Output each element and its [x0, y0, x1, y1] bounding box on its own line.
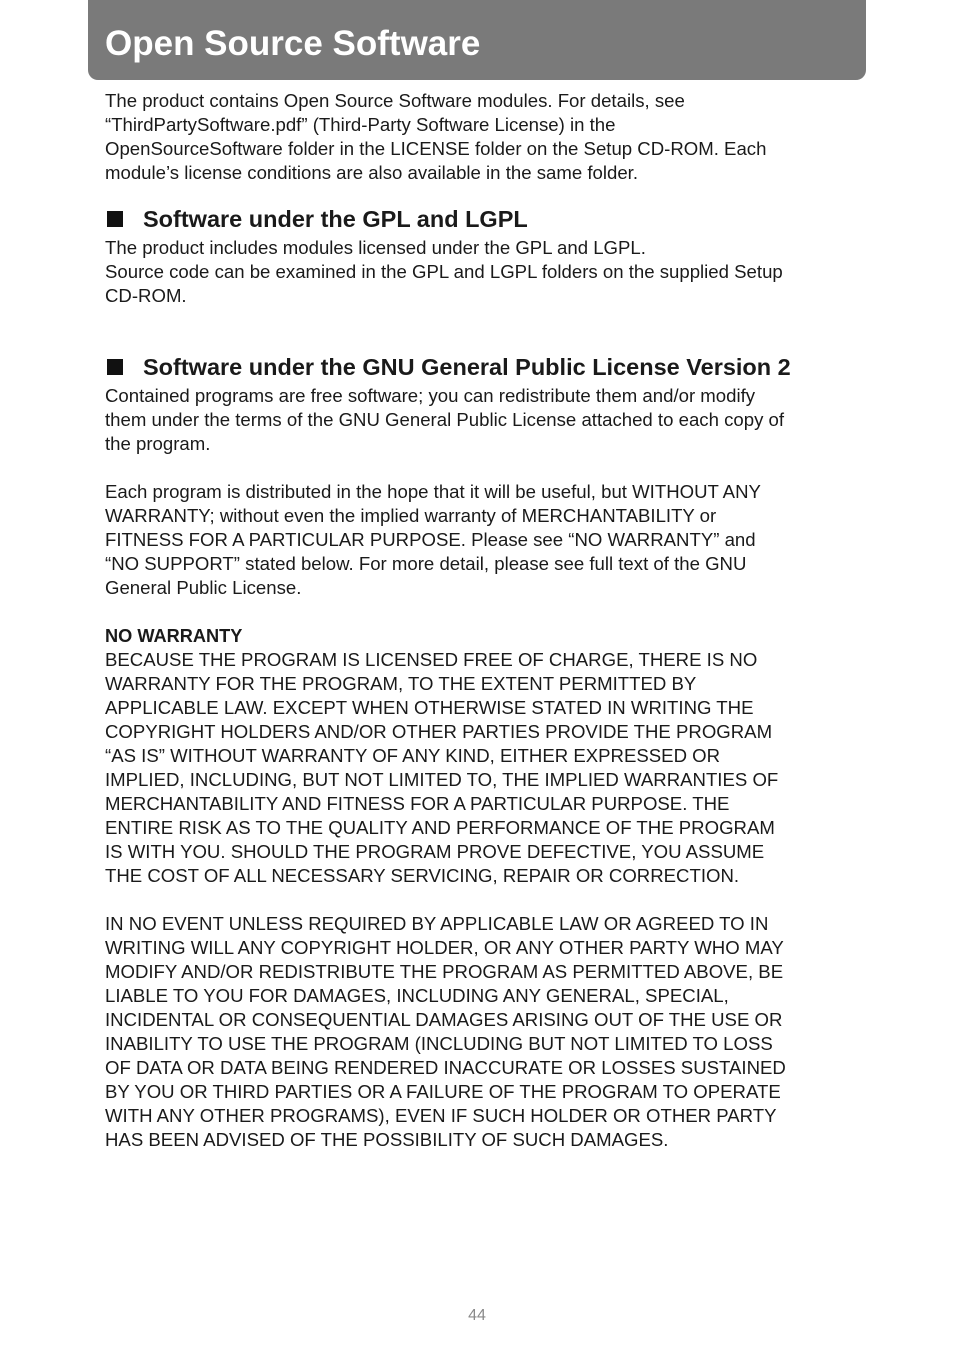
- no-warranty-text: BECAUSE THE PROGRAM IS LICENSED FREE OF CHARGE, THERE IS NO WARRANTY FOR THE PROGRAM, TO THE EXTENT PERMITTED BY APPLICABLE LAW. EXCEPT WHEN OTHERWISE STATED IN WRITING THE COPYRIGHT HOLDERS AND/OR OTHER PARTIES PROVIDE THE PROGRAM “AS IS” WITHOUT WARRANTY OF ANY KIND, EITHER EXPRESSED OR IMPLIED, INCLUDING, BUT NOT LIMITED TO, THE IMPLIED WARRANTIES OF MERCHANTABILITY AND FITNESS FOR A PARTICULAR PURPOSE. THE ENTIRE RISK AS TO THE QUALITY AND PERFORMANCE OF THE PROGRAM IS WITH YOU. SHOULD THE PROGRAM PROVE DEFECTIVE, YOU ASSUME THE COST OF ALL NECESSARY SERVICING, REPAIR OR CORRECTION.: [105, 649, 779, 886]
- section-heading-gnu-gpl-v2: [105, 352, 855, 382]
- intro-paragraph: The product contains Open Source Software modules. For details, see “ThirdPartySoftware.pdf” (Third-Party Software License) in the OpenSourceSoftware folder in the LICENSE folder on the Setup CD-ROM. Each module’s license conditions are also available in the same folder.: [105, 90, 767, 183]
- page-title-bar: [88, 0, 866, 80]
- black-square-icon: [107, 211, 123, 227]
- gnu-gpl-paragraph-1: Contained programs are free software; you can redistribute them and/or modify them under the terms of the GNU General Public License attached to each copy of the program.: [105, 385, 785, 454]
- no-warranty-heading: NO WARRANTY: [105, 626, 243, 646]
- page-number: 44: [468, 1307, 486, 1324]
- section-heading-gpl-lgpl-label: Software under the GPL and LGPL: [143, 206, 528, 232]
- section-heading-gpl-lgpl: [105, 204, 855, 234]
- page-content: [105, 89, 855, 1152]
- gpl-lgpl-paragraph: The product includes modules licensed under the GPL and LGPL. Source code can be examined in the GPL and LGPL folders on the supplied Setup CD-ROM.: [105, 237, 783, 306]
- liability-text: IN NO EVENT UNLESS REQUIRED BY APPLICABLE LAW OR AGREED TO IN WRITING WILL ANY COPYRIGHT HOLDER, OR ANY OTHER PARTY WHO MAY MODIFY AND/OR REDISTRIBUTE THE PROGRAM AS PERMITTED ABOVE, BE LIABLE TO YOU FOR DAMAGES, INCLUDING ANY GENERAL, SPECIAL, INCIDENTAL OR CONSEQUENTIAL DAMAGES ARISING OUT OF THE USE OR INABILITY TO USE THE PROGRAM (INCLUDING BUT NOT LIMITED TO LOSS OF DATA OR DATA BEING RENDERED INACCURATE OR LOSSES SUSTAINED BY YOU OR THIRD PARTIES OR A FAILURE OF THE PROGRAM TO OPERATE WITH ANY OTHER PROGRAMS), EVEN IF SUCH HOLDER OR OTHER PARTY HAS BEEN ADVISED OF THE POSSIBILITY OF SUCH DAMAGES.: [105, 913, 786, 1150]
- gnu-gpl-paragraph-2: Each program is distributed in the hope that it will be useful, but WITHOUT ANY WARRANTY; without even the implied warranty of MERCHANTABILITY or FITNESS FOR A PARTICULAR PURPOSE. Please see “NO WARRANTY” and “NO SUPPORT” stated below. For more detail, please see full text of the GNU General Public License.: [105, 481, 761, 598]
- black-square-icon: [107, 359, 123, 375]
- page-title: Open Source Software: [105, 24, 481, 63]
- section-heading-gnu-gpl-v2-label: Software under the GNU General Public License Version 2: [143, 354, 791, 380]
